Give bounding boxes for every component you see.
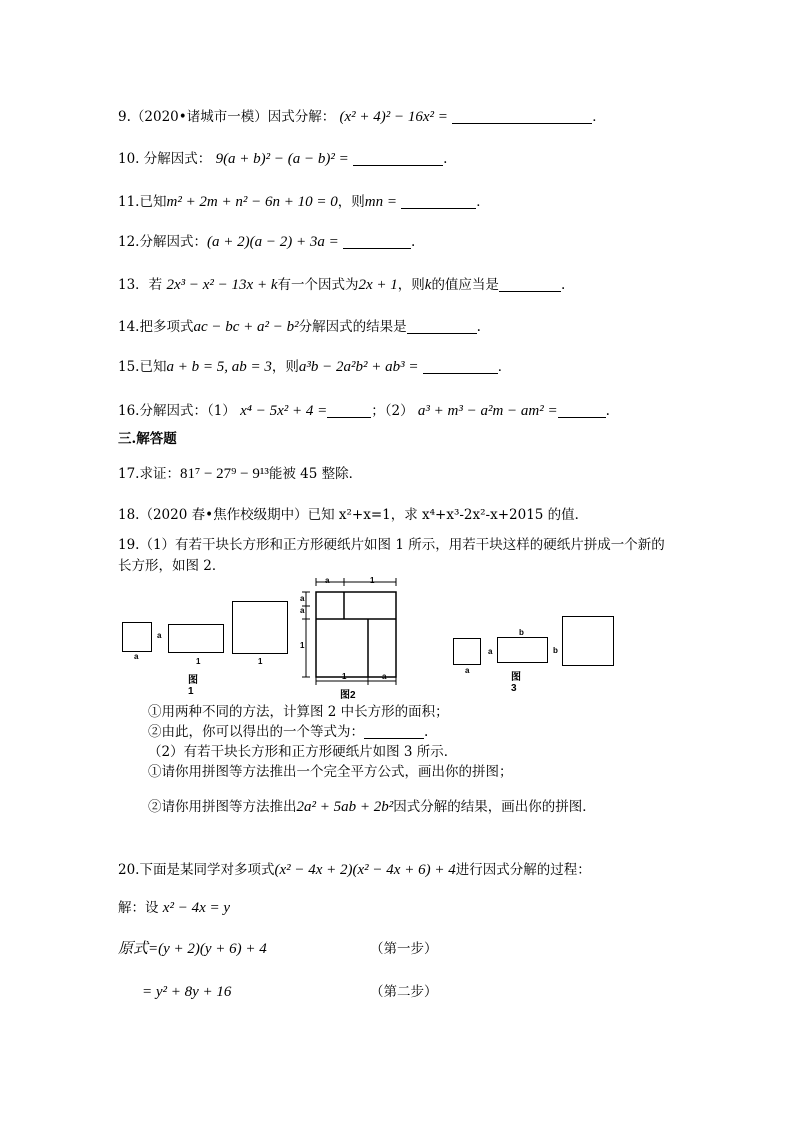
q13-text: 有一个因式为 bbox=[277, 277, 359, 293]
fig3-label-a: a bbox=[465, 666, 470, 675]
q13-number: 13．若 bbox=[118, 277, 163, 293]
q19-sub2: ②由此，你可以得出的一个等式为： . bbox=[148, 724, 429, 740]
q12-number: 12.分解因式： bbox=[118, 234, 207, 250]
fig3-label-a-2: a bbox=[488, 647, 493, 656]
q17-number: 17.求证： bbox=[118, 466, 180, 482]
question-15: 15.已知a + b = 5, ab = 3，则a³b − 2a²b² + ab³ = ． bbox=[118, 359, 512, 375]
q14-expression: ac − bc + a² − b² bbox=[193, 319, 299, 335]
q14-tail: 分解因式的结果是 bbox=[298, 319, 407, 335]
q9-number: 9. bbox=[118, 109, 131, 125]
q17-tail: 能被 45 整除． bbox=[268, 466, 363, 482]
q9-text: 因式分解： bbox=[267, 109, 336, 125]
answer-blank[interactable] bbox=[401, 194, 476, 209]
q10-expression: 9(a + b)² − (a − b)² = bbox=[215, 151, 349, 167]
answer-blank-1[interactable] bbox=[327, 403, 371, 418]
fig1-label-a: a bbox=[134, 652, 139, 661]
question-17 bbox=[118, 465, 362, 483]
q20-solution-label: 解：设 bbox=[118, 900, 159, 916]
q16-expression-2: a³ + m³ − a²m − am² = bbox=[417, 403, 558, 419]
q19-sub3: （2）有若干块长方形和正方形硬纸片如图 3 所示． bbox=[148, 744, 458, 760]
q20-substitution: x² − 4x = y bbox=[162, 900, 231, 916]
fig2-left-label-1: 1 bbox=[300, 641, 305, 650]
fig2-left-label-a: a bbox=[300, 594, 305, 603]
q16-expression-1: x⁴ − 5x² + 4 = bbox=[240, 403, 328, 419]
fig3-label-b: b bbox=[519, 628, 524, 637]
q13-tail: 的值应当是 bbox=[431, 277, 499, 293]
q13-expression: 2x³ − x² − 13x + k bbox=[166, 277, 278, 293]
fig2-top-label-1: 1 bbox=[370, 576, 375, 585]
q16-part2-label: ；（2） bbox=[371, 403, 414, 419]
answer-blank[interactable] bbox=[353, 151, 443, 166]
q12-expression: (a + 2)(a − 2) + 3a = bbox=[206, 234, 339, 250]
question-19-line2: 长方形，如图 2． bbox=[118, 558, 226, 574]
fig1-label-1-2: 1 bbox=[258, 657, 263, 666]
small-square-a bbox=[122, 622, 152, 652]
q13-variable: k bbox=[424, 277, 432, 293]
q15-expression-2: a³b − 2a²b² + ab³ = bbox=[298, 359, 419, 375]
fig2-bottom-label-a: a bbox=[382, 672, 387, 681]
fig2-caption: 图2 bbox=[340, 690, 356, 701]
q20-intro: 20.下面是某同学对多项式 bbox=[118, 862, 275, 878]
q11-number: 11.已知 bbox=[118, 194, 167, 210]
q20-step2-expression: = y² + 8y + 16 bbox=[142, 984, 232, 1000]
q20-step2-note: （第二步） bbox=[370, 984, 438, 1000]
q20-step-2 bbox=[142, 983, 231, 1001]
q19-sub5-expression: 2a² + 5ab + 2b² bbox=[296, 799, 394, 815]
q19-sub5 bbox=[148, 798, 596, 816]
small-square-a bbox=[453, 638, 481, 665]
large-square-b bbox=[562, 616, 614, 666]
q13-connector: ，则 bbox=[397, 277, 425, 293]
answer-blank[interactable] bbox=[423, 359, 498, 374]
q20-step1-expression: 原式=(y + 2)(y + 6) + 4 bbox=[118, 941, 267, 957]
q13-factor: 2x + 1 bbox=[358, 277, 398, 293]
q20-tail: 进行因式分解的过程： bbox=[455, 862, 591, 878]
fig3-label-b-2: b bbox=[553, 646, 558, 655]
q11-connector: ，则 bbox=[337, 194, 365, 210]
q10-number: 10. 分解因式： bbox=[118, 151, 212, 167]
q19-sub1: ①用两种不同的方法，计算图 2 中长方形的面积； bbox=[148, 704, 449, 720]
q15-expression: a + b = 5, ab = 3 bbox=[166, 359, 272, 375]
answer-blank[interactable] bbox=[499, 277, 561, 292]
fig1-label-a-2: a bbox=[157, 631, 162, 640]
q9-source: （2020•诸城市一模） bbox=[130, 109, 268, 125]
answer-blank[interactable] bbox=[407, 319, 477, 334]
q20-expression: (x² − 4x + 2)(x² − 4x + 6) + 4 bbox=[274, 862, 456, 878]
question-20 bbox=[118, 861, 591, 879]
q15-connector: ，则 bbox=[271, 359, 299, 375]
large-square-1 bbox=[232, 601, 288, 654]
question-9: 9.（2020•诸城市一模）因式分解： (x² + 4)² − 16x² = ． bbox=[118, 109, 606, 125]
question-18: 18.（2020 春•焦作校级期中）已知 x²+x=1，求 x⁴+x³-2x²-x+2015 的值． bbox=[118, 507, 589, 523]
q17-expression: 81⁷ − 27⁹ − 9¹³ bbox=[179, 466, 269, 482]
q19-sub4: ①请你用拼图等方法推出一个完全平方公式，画出你的拼图； bbox=[148, 764, 513, 780]
rectangle-a-by-1 bbox=[168, 624, 224, 653]
q20-solution-intro bbox=[118, 899, 230, 917]
fig1-caption: 图1 bbox=[188, 675, 198, 697]
fig3-caption: 图3 bbox=[511, 672, 521, 694]
q20-step-1 bbox=[118, 940, 267, 958]
fig2-left-label-a-2: a bbox=[300, 606, 305, 615]
answer-blank-2[interactable] bbox=[558, 403, 606, 418]
figure-2 bbox=[296, 574, 406, 686]
q19-sub5-text: ②请你用拼图等方法推出 bbox=[148, 799, 297, 815]
q11-expression: m² + 2m + n² − 6n + 10 = 0 bbox=[166, 194, 338, 210]
q16-number: 16.分解因式：（1） bbox=[118, 403, 236, 419]
q11-expression-2: mn = bbox=[364, 194, 397, 210]
q14-number: 14.把多项式 bbox=[118, 319, 194, 335]
question-10: 10. 分解因式： 9(a + b)² − (a − b)² = . bbox=[118, 151, 448, 167]
question-11: 11.已知m² + 2m + n² − 6n + 10 = 0，则mn = ． bbox=[118, 194, 490, 210]
question-16: 16.分解因式：（1） x⁴ − 5x² + 4 = ；（2） a³ + m³ − a²m − am² = . bbox=[118, 403, 610, 419]
answer-blank[interactable] bbox=[343, 234, 411, 249]
question-19-line1: 19.（1）有若干块长方形和正方形硬纸片如图 1 所示，用若干块这样的硬纸片拼成一个新的 bbox=[118, 537, 665, 553]
fig2-top-label-a: a bbox=[325, 576, 330, 585]
fig1-label-1: 1 bbox=[196, 657, 201, 666]
answer-blank[interactable] bbox=[364, 724, 424, 739]
rectangle-a-by-b bbox=[497, 637, 548, 663]
section-heading: 三.解答题 bbox=[118, 431, 177, 447]
fig2-bottom-label-1: 1 bbox=[342, 672, 347, 681]
q19-sub5-tail: 因式分解的结果，画出你的拼图． bbox=[393, 799, 596, 815]
question-14: 14.把多项式ac − bc + a² − b²分解因式的结果是 . bbox=[118, 319, 481, 335]
answer-blank[interactable] bbox=[452, 109, 592, 124]
q9-expression: (x² + 4)² − 16x² = bbox=[339, 109, 448, 125]
question-13: 13．若 2x³ − x² − 13x + k有一个因式为2x + 1，则k的值应当是 . bbox=[118, 277, 566, 293]
question-12: 12.分解因式：(a + 2)(a − 2) + 3a = . bbox=[118, 234, 416, 250]
q20-step1-note: （第一步） bbox=[370, 941, 438, 957]
q19-sub2-text: ②由此，你可以得出的一个等式为： bbox=[148, 724, 364, 740]
q15-number: 15.已知 bbox=[118, 359, 167, 375]
